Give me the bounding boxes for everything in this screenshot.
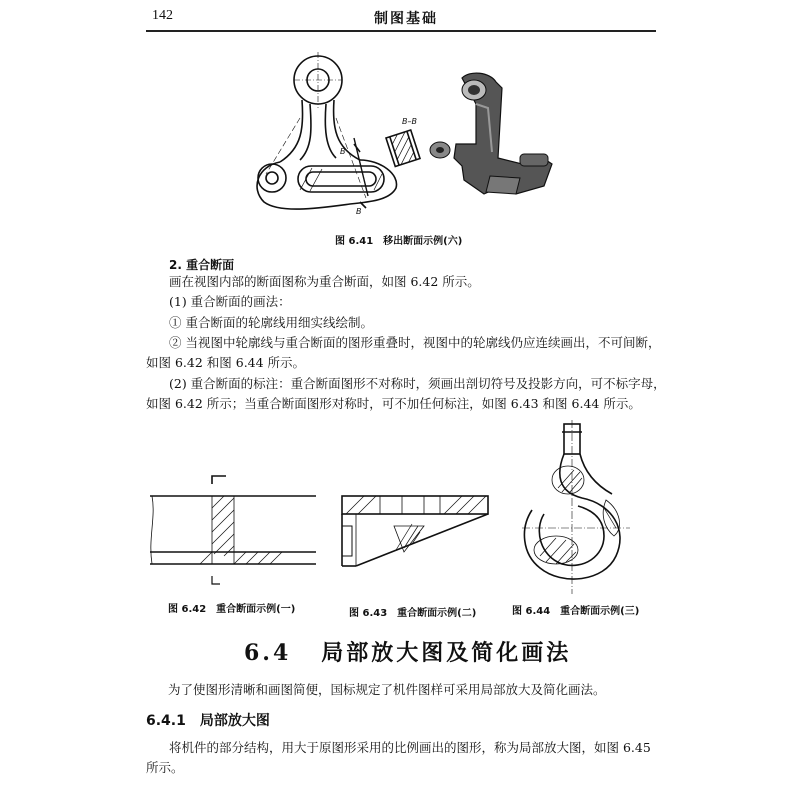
section-6-4-intro: 为了使图形清晰和画图简便，国标规定了机件图样可采用局部放大及简化画法。 [168, 682, 606, 697]
figure-6-44-drawing [512, 418, 642, 600]
section-label-bb: B–B [402, 117, 417, 126]
figure-6-41-caption: 图 6.41 移出断面示例(六) [335, 236, 463, 247]
figure-6-42-drawing [140, 472, 326, 592]
section-2-line-2: (1) 重合断面的画法： [169, 294, 291, 309]
figure-6-43-caption: 图 6.43 重合断面示例(二) [349, 608, 477, 619]
header-rule [146, 30, 656, 32]
section-6-4-title [244, 636, 571, 667]
subsection-6-4-1-heading: 局部放大图 [199, 713, 270, 729]
figure-6-42-caption: 图 6.42 重合断面示例(一) [168, 604, 296, 615]
cut-label-b-lower: B [356, 207, 362, 216]
section-2-line-5: 如图 6.42 和图 6.44 所示。 [146, 355, 306, 370]
subsection-6-4-1-line-1: 将机件的部分结构，用大于原图形采用的比例画出的图形，称为局部放大图，如图 6.45 [169, 740, 651, 755]
running-title: 制图基础 [374, 11, 438, 27]
figure-6-41-drawing [240, 48, 560, 224]
subsection-6-4-1-title [146, 710, 270, 730]
section-6-4-number: 6.4 [244, 640, 292, 666]
subsection-6-4-1-line-2: 所示。 [146, 760, 184, 775]
section-2-line-6: (2) 重合断面的标注：重合断面图形不对称时，须画出剖切符号及投影方向，可不标字母， [169, 376, 666, 391]
cut-label-b-upper: B [340, 147, 346, 156]
section-2-line-3: ① 重合断面的轮廓线用细实线绘制。 [169, 315, 373, 330]
figure-6-44-caption: 图 6.44 重合断面示例(三) [512, 606, 640, 617]
section-2-line-4: ② 当视图中轮廓线与重合断面的图形重叠时，视图中的轮廓线仍应连续画出，不可间断， [169, 335, 661, 350]
section-2-line-7: 如图 6.42 所示；当重合断面图形对称时，可不加任何标注，如图 6.43 和图 6.44 所示。 [146, 396, 641, 411]
subsection-6-4-1-number: 6.4.1 [146, 713, 186, 729]
page-number: 142 [152, 8, 173, 23]
section-2-line-1: 画在视图内部的断面图称为重合断面，如图 6.42 所示。 [169, 274, 480, 289]
figure-6-43-drawing [334, 486, 494, 576]
section-2-heading: 2. 重合断面 [169, 258, 235, 272]
section-6-4-heading: 局部放大图及简化画法 [321, 640, 572, 666]
